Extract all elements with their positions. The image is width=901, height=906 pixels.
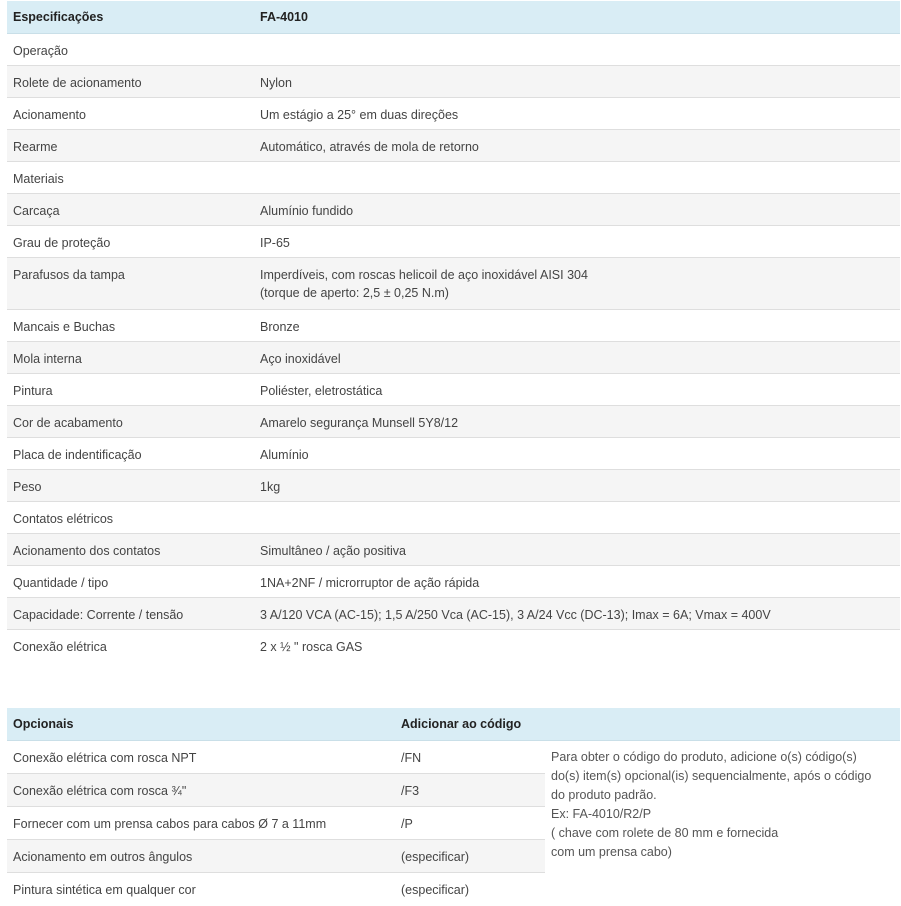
spec-row-pintura xyxy=(7,374,900,406)
optionals-note xyxy=(545,741,900,906)
spec-row-acionamento xyxy=(7,98,900,130)
spec-label: Quantidade / tipo xyxy=(7,566,254,598)
spec-label: Materiais xyxy=(7,162,254,194)
spec-row-materiais xyxy=(7,162,900,194)
spec-row-mola xyxy=(7,342,900,374)
optional-name: Conexão elétrica com rosca NPT xyxy=(7,741,395,774)
spec-value: 1kg xyxy=(254,470,900,502)
spec-row-operacao xyxy=(7,34,900,66)
spec-label: Acionamento dos contatos xyxy=(7,534,254,566)
spec-row-mancais xyxy=(7,310,900,342)
optional-code: /P xyxy=(395,807,545,840)
spec-label: Mola interna xyxy=(7,342,254,374)
specifications-header-model: FA-4010 xyxy=(254,1,900,34)
optionals-note-line: Para obter o código do produto, adicione o(s) código(s) xyxy=(551,750,857,764)
spec-label: Acionamento xyxy=(7,98,254,130)
optional-code: /FN xyxy=(395,741,545,774)
optional-row xyxy=(7,741,900,774)
spec-value xyxy=(254,34,900,66)
spec-label: Parafusos da tampa xyxy=(7,258,254,310)
spec-value: 3 A/120 VCA (AC-15); 1,5 A/250 Vca (AC-15), 3 A/24 Vcc (DC-13); Imax = 6A; Vmax = 400V xyxy=(254,598,900,630)
spec-label: Rolete de acionamento xyxy=(7,66,254,98)
spec-row-contatos xyxy=(7,502,900,534)
spec-row-carcaca xyxy=(7,194,900,226)
specifications-header-row xyxy=(7,1,900,34)
specifications-table xyxy=(7,1,900,662)
spec-label: Grau de proteção xyxy=(7,226,254,258)
spec-value: Bronze xyxy=(254,310,900,342)
spec-row-acionamento-contatos xyxy=(7,534,900,566)
optionals-note-line: com um prensa cabo) xyxy=(551,845,672,859)
spec-label: Rearme xyxy=(7,130,254,162)
spec-label: Peso xyxy=(7,470,254,502)
spec-label: Mancais e Buchas xyxy=(7,310,254,342)
optionals-table xyxy=(7,708,900,906)
spec-value: Poliéster, eletrostática xyxy=(254,374,900,406)
spec-value: Um estágio a 25° em duas direções xyxy=(254,98,900,130)
optional-code: (especificar) xyxy=(395,840,545,873)
optional-code: /F3 xyxy=(395,774,545,807)
spec-value: Automático, através de mola de retorno xyxy=(254,130,900,162)
spec-value xyxy=(254,502,900,534)
spec-label: Pintura xyxy=(7,374,254,406)
spec-label: Capacidade: Corrente / tensão xyxy=(7,598,254,630)
spec-row-parafusos xyxy=(7,258,900,310)
specifications-header-label: Especificações xyxy=(7,1,254,34)
optional-name: Conexão elétrica com rosca ¾" xyxy=(7,774,395,807)
spec-row-peso xyxy=(7,470,900,502)
spec-value: Nylon xyxy=(254,66,900,98)
spec-value: 1NA+2NF / microrruptor de ação rápida xyxy=(254,566,900,598)
spec-row-placa xyxy=(7,438,900,470)
spec-value: Alumínio fundido xyxy=(254,194,900,226)
optional-name: Fornecer com um prensa cabos para cabos Ø 7 a 11mm xyxy=(7,807,395,840)
spec-label: Conexão elétrica xyxy=(7,630,254,662)
spec-row-capacidade xyxy=(7,598,900,630)
spec-value: IP-65 xyxy=(254,226,900,258)
optionals-note-line: do produto padrão. xyxy=(551,788,657,802)
spec-row-quantidade xyxy=(7,566,900,598)
spec-row-rolete xyxy=(7,66,900,98)
spec-label: Cor de acabamento xyxy=(7,406,254,438)
optionals-header-name: Opcionais xyxy=(7,708,395,741)
spec-value: 2 x ½ " rosca GAS xyxy=(254,630,900,662)
spec-value xyxy=(254,162,900,194)
spec-row-conexao xyxy=(7,630,900,662)
spec-label: Carcaça xyxy=(7,194,254,226)
spec-value: Alumínio xyxy=(254,438,900,470)
optional-name: Pintura sintética em qualquer cor xyxy=(7,873,395,906)
spec-row-grau-protecao xyxy=(7,226,900,258)
spec-row-rearme xyxy=(7,130,900,162)
optional-name: Acionamento em outros ângulos xyxy=(7,840,395,873)
spec-value-line-1: Imperdíveis, com roscas helicoil de aço inoxidável AISI 304 xyxy=(260,268,588,282)
spec-value-line-2: (torque de aperto: 2,5 ± 0,25 N.m) xyxy=(260,286,449,300)
optionals-note-line: ( chave com rolete de 80 mm e fornecida xyxy=(551,826,779,840)
spec-row-cor xyxy=(7,406,900,438)
spec-label: Placa de indentificação xyxy=(7,438,254,470)
spec-value: Amarelo segurança Munsell 5Y8/12 xyxy=(254,406,900,438)
optionals-note-line: do(s) item(s) opcional(is) sequencialmente, após o código xyxy=(551,769,872,783)
optionals-note-line: Ex: FA-4010/R2/P xyxy=(551,807,652,821)
optionals-header-code: Adicionar ao código xyxy=(395,708,545,741)
optionals-header-row xyxy=(7,708,900,741)
optional-code: (especificar) xyxy=(395,873,545,906)
spec-label: Contatos elétricos xyxy=(7,502,254,534)
spec-value: Simultâneo / ação positiva xyxy=(254,534,900,566)
spec-value: Aço inoxidável xyxy=(254,342,900,374)
spec-value xyxy=(254,258,900,310)
optionals-header-empty xyxy=(545,708,900,741)
spec-label: Operação xyxy=(7,34,254,66)
